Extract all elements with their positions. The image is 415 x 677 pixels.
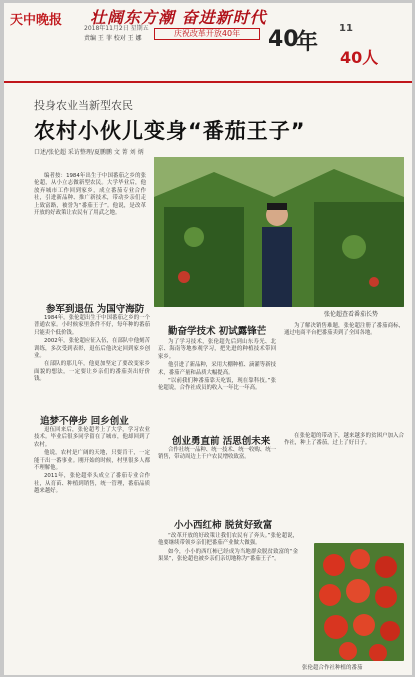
newspaper-page — [4, 3, 412, 675]
section-body-4b — [284, 433, 404, 449]
issue-date: 2018年11月2日 星期五 — [84, 25, 149, 32]
tomato-caption: 张伦超合作社种植的番茄 — [302, 665, 363, 671]
stamp-text: 庆祝改革开放40年 — [173, 29, 241, 38]
paragraph: 在张伦超的带动下，越来越多的贫困户加入合作社，种上了番茄，过上了好日子。 — [284, 433, 404, 447]
article-kicker: 投身农业当新型农民 — [34, 99, 133, 112]
paragraph: 为了解决销售难题，张伦超注册了番茄商标，通过电商平台把番茄卖到了全国各地。 — [284, 323, 404, 337]
article-headline: 农村小伙儿变身“番茄王子” — [34, 119, 306, 143]
paragraph: 合作社统一品种、统一技术、统一收购、统一销售，带动周边上千户农民增收致富。 — [158, 447, 276, 461]
tomato-photo — [314, 543, 404, 661]
editor-line: 责编 王 菲 校对 王 娜 — [84, 35, 142, 42]
paragraph: 2011年，张伦超牵头成立了番茄专业合作社，从育苗、种植到销售，统一管理，番茄品质越来越好。 — [34, 473, 150, 495]
masthead-divider — [4, 81, 412, 83]
anniversary-slogan: 壮阔东方潮 奋进新时代 — [90, 8, 267, 27]
paragraph: 2002年，张伦超应征入伍，在部队中他刻苦训练，多次受到表彰，退伍后他决定回到家乡创业。 — [34, 338, 150, 360]
paragraph: 退伍回来后，张伦超考上了大学，学习农业技术。毕业后很多同学留在了城市，他却回到了农村。 — [34, 427, 150, 448]
masthead — [4, 3, 412, 83]
section-title-2: 追梦不停步 回乡创业 — [40, 416, 129, 427]
newspaper-logo: 天中晚报 — [10, 13, 63, 28]
section-body-3 — [158, 339, 276, 394]
section-body-2 — [34, 427, 150, 497]
section-body-1 — [34, 315, 150, 385]
paragraph: 在部队的那几年，他更加坚定了要改变家乡面貌的想法，一定要让乡亲们的番茄卖出好价钱。 — [34, 361, 150, 383]
section-title-5: 小小西红柿 脱贫好致富 — [174, 520, 273, 531]
paragraph: 他引进了新品种，采用大棚种植、滴灌等新技术，番茄产量和品质大幅提高。 — [158, 362, 276, 376]
paragraph: 为了学习技术，张伦超先后到山东寿光、北京、海南等地参观学习，把先进的种植技术带回家乡。 — [158, 339, 276, 360]
section-title-4: 创业勇直前 活思创未来 — [172, 436, 271, 447]
section-title-3: 勤奋学技术 初试露锋芒 — [168, 326, 267, 337]
anniversary-number: 40 — [268, 27, 299, 52]
article-byline: 口述/张伦超 采访整理/夏鹏鹏 文 菁 刘 炳 — [34, 149, 144, 156]
paragraph: 如今，小小的西红柿已经成为当地群众脱贫致富的“金果果”，张伦超也被乡亲们亲切地称为“番茄王子”。 — [158, 548, 298, 563]
anniversary-stamp — [154, 28, 260, 40]
photo-caption: 张伦超查看番茄长势 — [324, 311, 379, 318]
anniversary-year-char: 年 — [296, 30, 319, 55]
section-body-4 — [158, 447, 276, 463]
paragraph: “改革开放的好政策让我们农民有了奔头。”张伦超说，他要继续带领乡亲们把番茄产业做大做强。 — [158, 533, 298, 547]
anniversary-badge: 40人 — [340, 48, 379, 67]
section-body-5 — [158, 533, 298, 565]
page-number: 11 — [339, 23, 353, 34]
paragraph: 他说，农村是广阔的天地，只要肯干，一定能干出一番事业。刚开始的时候，村里很多人都不理解他。 — [34, 450, 150, 472]
paragraph: 1984年，张伦超出生于中国番茄之乡的一个普通农家。小时候家里条件不好，每年种的番茄只能卖个低价钱。 — [34, 315, 150, 336]
paragraph: “以前我们种番茄靠天吃饭，现在靠科技。”张伦超说，合作社成员的收入一年比一年高。 — [158, 378, 276, 392]
greenhouse-photo — [154, 157, 404, 307]
editor-note: 编者按：1984年出生于中国番茄之乡的张伦超，从小立志做新型农民。大学毕业后，他放弃城市工作回到家乡，成立番茄专业合作社，引进新品种、推广新技术，带动乡亲们走上致富路，被誉为“番茄王子”。他说，是改革开放的好政策让农民有了用武之地。 — [34, 173, 146, 217]
section-body-3b — [284, 323, 404, 339]
section-title-1: 参军到退伍 为国守海防 — [46, 304, 145, 315]
